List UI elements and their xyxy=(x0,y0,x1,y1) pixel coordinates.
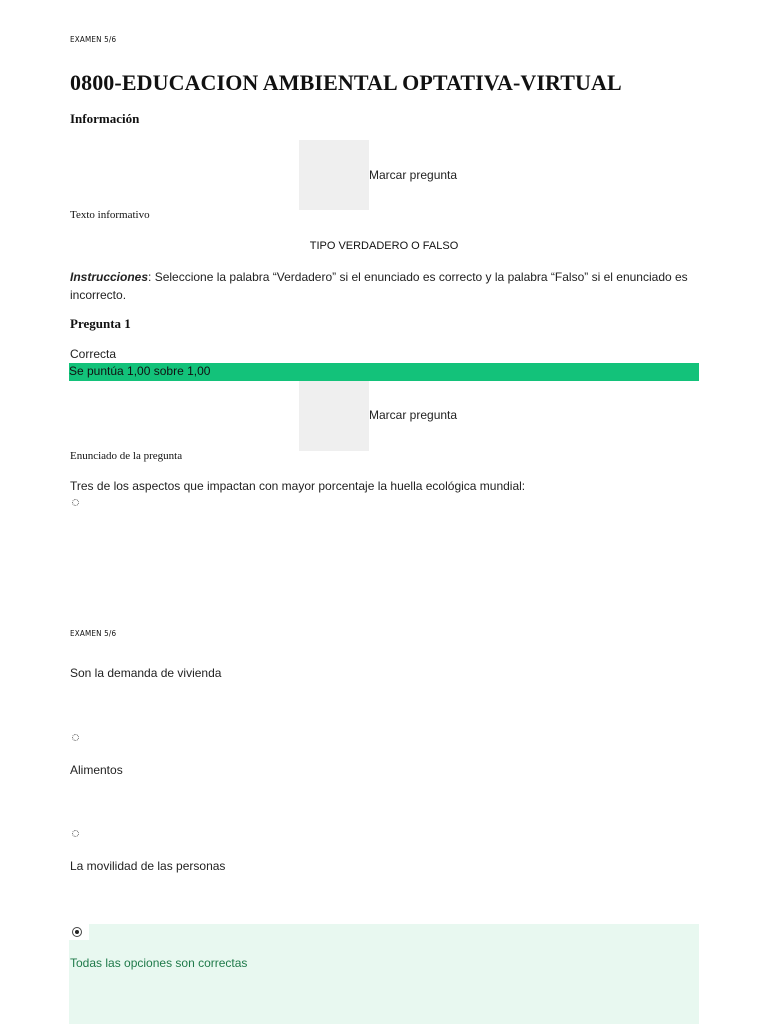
correct-option-panel xyxy=(69,924,699,1024)
instructions xyxy=(70,268,690,304)
question-status: Correcta xyxy=(70,347,117,361)
informative-text-label: Texto informativo xyxy=(70,209,150,221)
flag-icon[interactable] xyxy=(299,381,369,451)
instructions-label: Instrucciones xyxy=(70,270,149,284)
course-title: 0800-EDUCACION AMBIENTAL OPTATIVA-VIRTUAL xyxy=(70,70,622,95)
flag-icon[interactable] xyxy=(299,140,369,210)
instructions-text: : Seleccione la palabra “Verdadero” si el enunciado es correcto y la palabra “Falso” si el enunciado es incorrecto. xyxy=(70,270,688,302)
page-header: EXAMEN 5/6 xyxy=(70,35,117,44)
radio-loading-icon xyxy=(72,499,79,506)
option-label: La movilidad de las personas xyxy=(70,859,226,873)
score-text: Se puntúa 1,00 sobre 1,00 xyxy=(69,364,211,378)
option-radio[interactable] xyxy=(72,830,79,837)
option-label-correct: Todas las opciones son correctas xyxy=(70,956,248,970)
option-radio-selected[interactable] xyxy=(72,927,82,937)
option-label: Son la demanda de vivienda xyxy=(70,666,222,680)
info-heading: Información xyxy=(70,111,140,126)
statement-label: Enunciado de la pregunta xyxy=(70,450,183,462)
option-radio[interactable] xyxy=(72,734,79,741)
flag-question-link[interactable]: Marcar pregunta xyxy=(369,168,458,182)
question-heading: Pregunta 1 xyxy=(70,316,131,331)
option-radio-wrap xyxy=(69,924,89,940)
flag-question-link[interactable]: Marcar pregunta xyxy=(369,408,458,422)
question-type-title: TIPO VERDADERO O FALSO xyxy=(309,240,459,252)
option-label: Alimentos xyxy=(70,763,123,777)
score-bar xyxy=(69,363,699,381)
question-statement: Tres de los aspectos que impactan con mayor porcentaje la huella ecológica mundial: xyxy=(70,479,526,493)
page-header: EXAMEN 5/6 xyxy=(70,629,117,638)
